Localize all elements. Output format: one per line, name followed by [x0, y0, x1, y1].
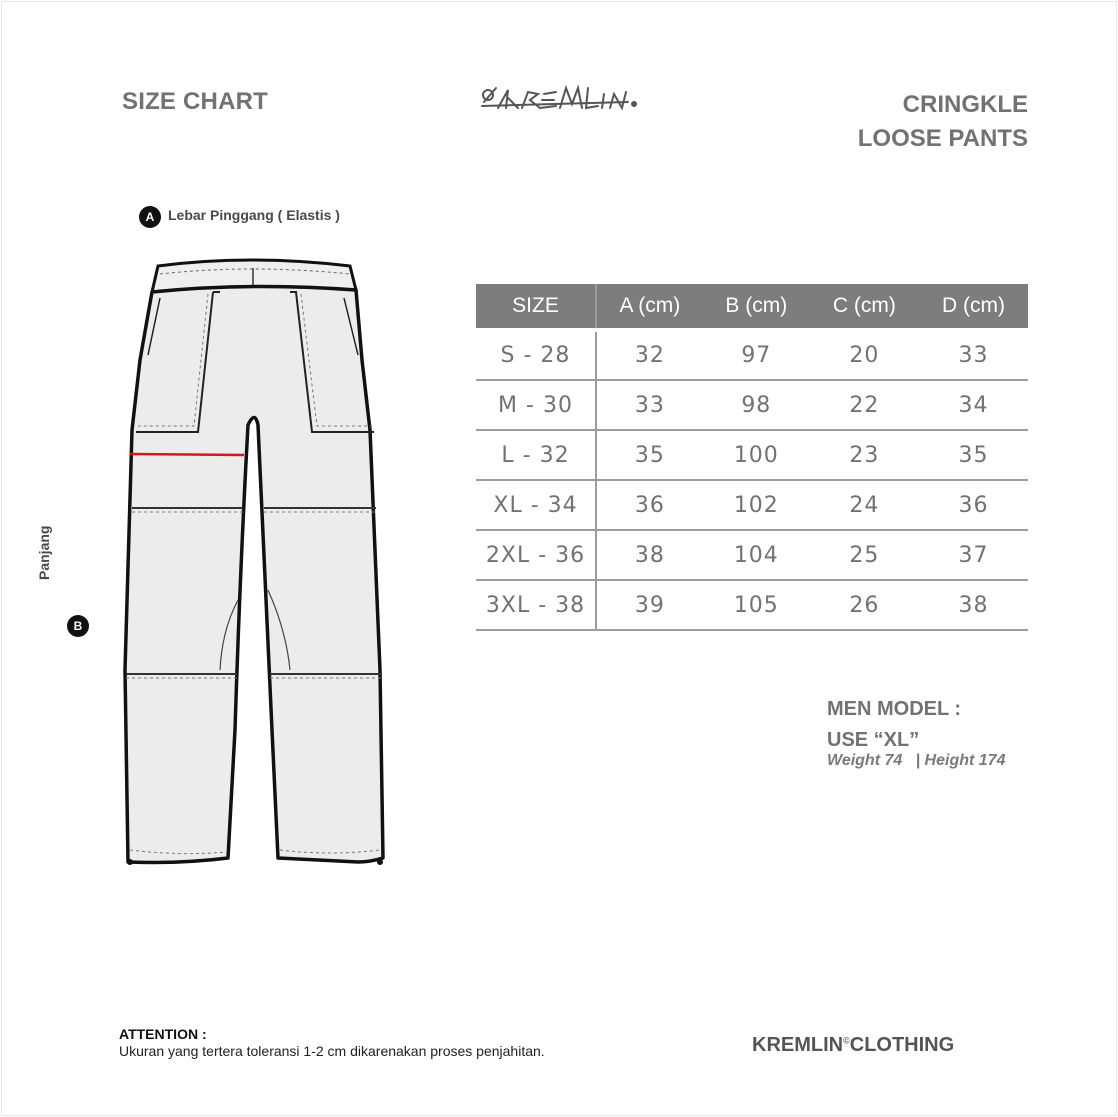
cell-d: 33	[919, 330, 1028, 380]
table-row	[476, 530, 1028, 580]
header-d: D (cm)	[919, 282, 1028, 330]
cell-d: 34	[919, 380, 1028, 430]
cell-a: 39	[596, 580, 703, 630]
model-weight: Weight 74	[827, 752, 903, 769]
label-waist: Lebar Pinggang ( Elastis )	[168, 207, 340, 223]
brand-right: CLOTHING	[849, 1034, 955, 1056]
cell-a: 32	[596, 330, 703, 380]
cell-d: 35	[919, 430, 1028, 480]
cell-c: 22	[810, 380, 919, 430]
cell-b: 100	[703, 430, 810, 480]
header-c: C (cm)	[810, 282, 919, 330]
product-name-line2: LOOSE PANTS	[857, 125, 1028, 152]
cell-c: 26	[810, 580, 919, 630]
label-length: Panjang	[36, 525, 52, 580]
copyright-mark: ©	[843, 1035, 850, 1046]
model-measurements	[827, 752, 1005, 770]
model-height: | Height 174	[915, 752, 1006, 769]
cell-a: 35	[596, 430, 703, 480]
badge-a: A	[139, 206, 161, 228]
cell-d: 38	[919, 580, 1028, 630]
brand-name	[752, 1034, 954, 1057]
measure-line-thigh	[130, 454, 244, 455]
cell-a: 36	[596, 480, 703, 530]
cell-size: L - 32	[476, 430, 596, 480]
cell-b: 97	[703, 330, 810, 380]
product-name	[858, 88, 1028, 156]
cell-c: 25	[810, 530, 919, 580]
header-size: SIZE	[476, 282, 596, 330]
cell-size: S - 28	[476, 330, 596, 380]
size-table-header	[476, 282, 1028, 330]
table-row	[476, 480, 1028, 530]
table-row	[476, 380, 1028, 430]
model-line2: USE “XL”	[827, 729, 920, 751]
attention-title: ATTENTION :	[119, 1026, 207, 1042]
cell-b: 102	[703, 480, 810, 530]
model-info	[827, 694, 961, 756]
cell-size: 2XL - 36	[476, 530, 596, 580]
cell-c: 20	[810, 330, 919, 380]
attention-text: Ukuran yang tertera toleransi 1-2 cm dikarenakan proses penjahitan.	[119, 1043, 545, 1059]
table-row	[476, 580, 1028, 630]
cell-c: 23	[810, 430, 919, 480]
model-line1: MEN MODEL :	[827, 698, 962, 720]
cell-c: 24	[810, 480, 919, 530]
cell-a: 33	[596, 380, 703, 430]
cell-size: M - 30	[476, 380, 596, 430]
page-title: SIZE CHART	[122, 88, 268, 115]
cell-a: 38	[596, 530, 703, 580]
pants-outline	[125, 286, 383, 862]
cell-b: 105	[703, 580, 810, 630]
header-b: B (cm)	[703, 282, 810, 330]
header-a: A (cm)	[596, 282, 703, 330]
table-row	[476, 330, 1028, 380]
kremlin-script-logo-icon	[478, 82, 640, 116]
pants-diagram	[100, 250, 400, 880]
cell-size: 3XL - 38	[476, 580, 596, 630]
size-table	[476, 280, 1028, 631]
cell-b: 104	[703, 530, 810, 580]
table-row	[476, 430, 1028, 480]
product-name-line1: CRINGKLE	[902, 91, 1028, 118]
cell-d: 36	[919, 480, 1028, 530]
brand-left: KREMLIN	[752, 1034, 844, 1056]
cell-d: 37	[919, 530, 1028, 580]
cell-size: XL - 34	[476, 480, 596, 530]
cell-b: 98	[703, 380, 810, 430]
badge-b: B	[67, 615, 89, 637]
